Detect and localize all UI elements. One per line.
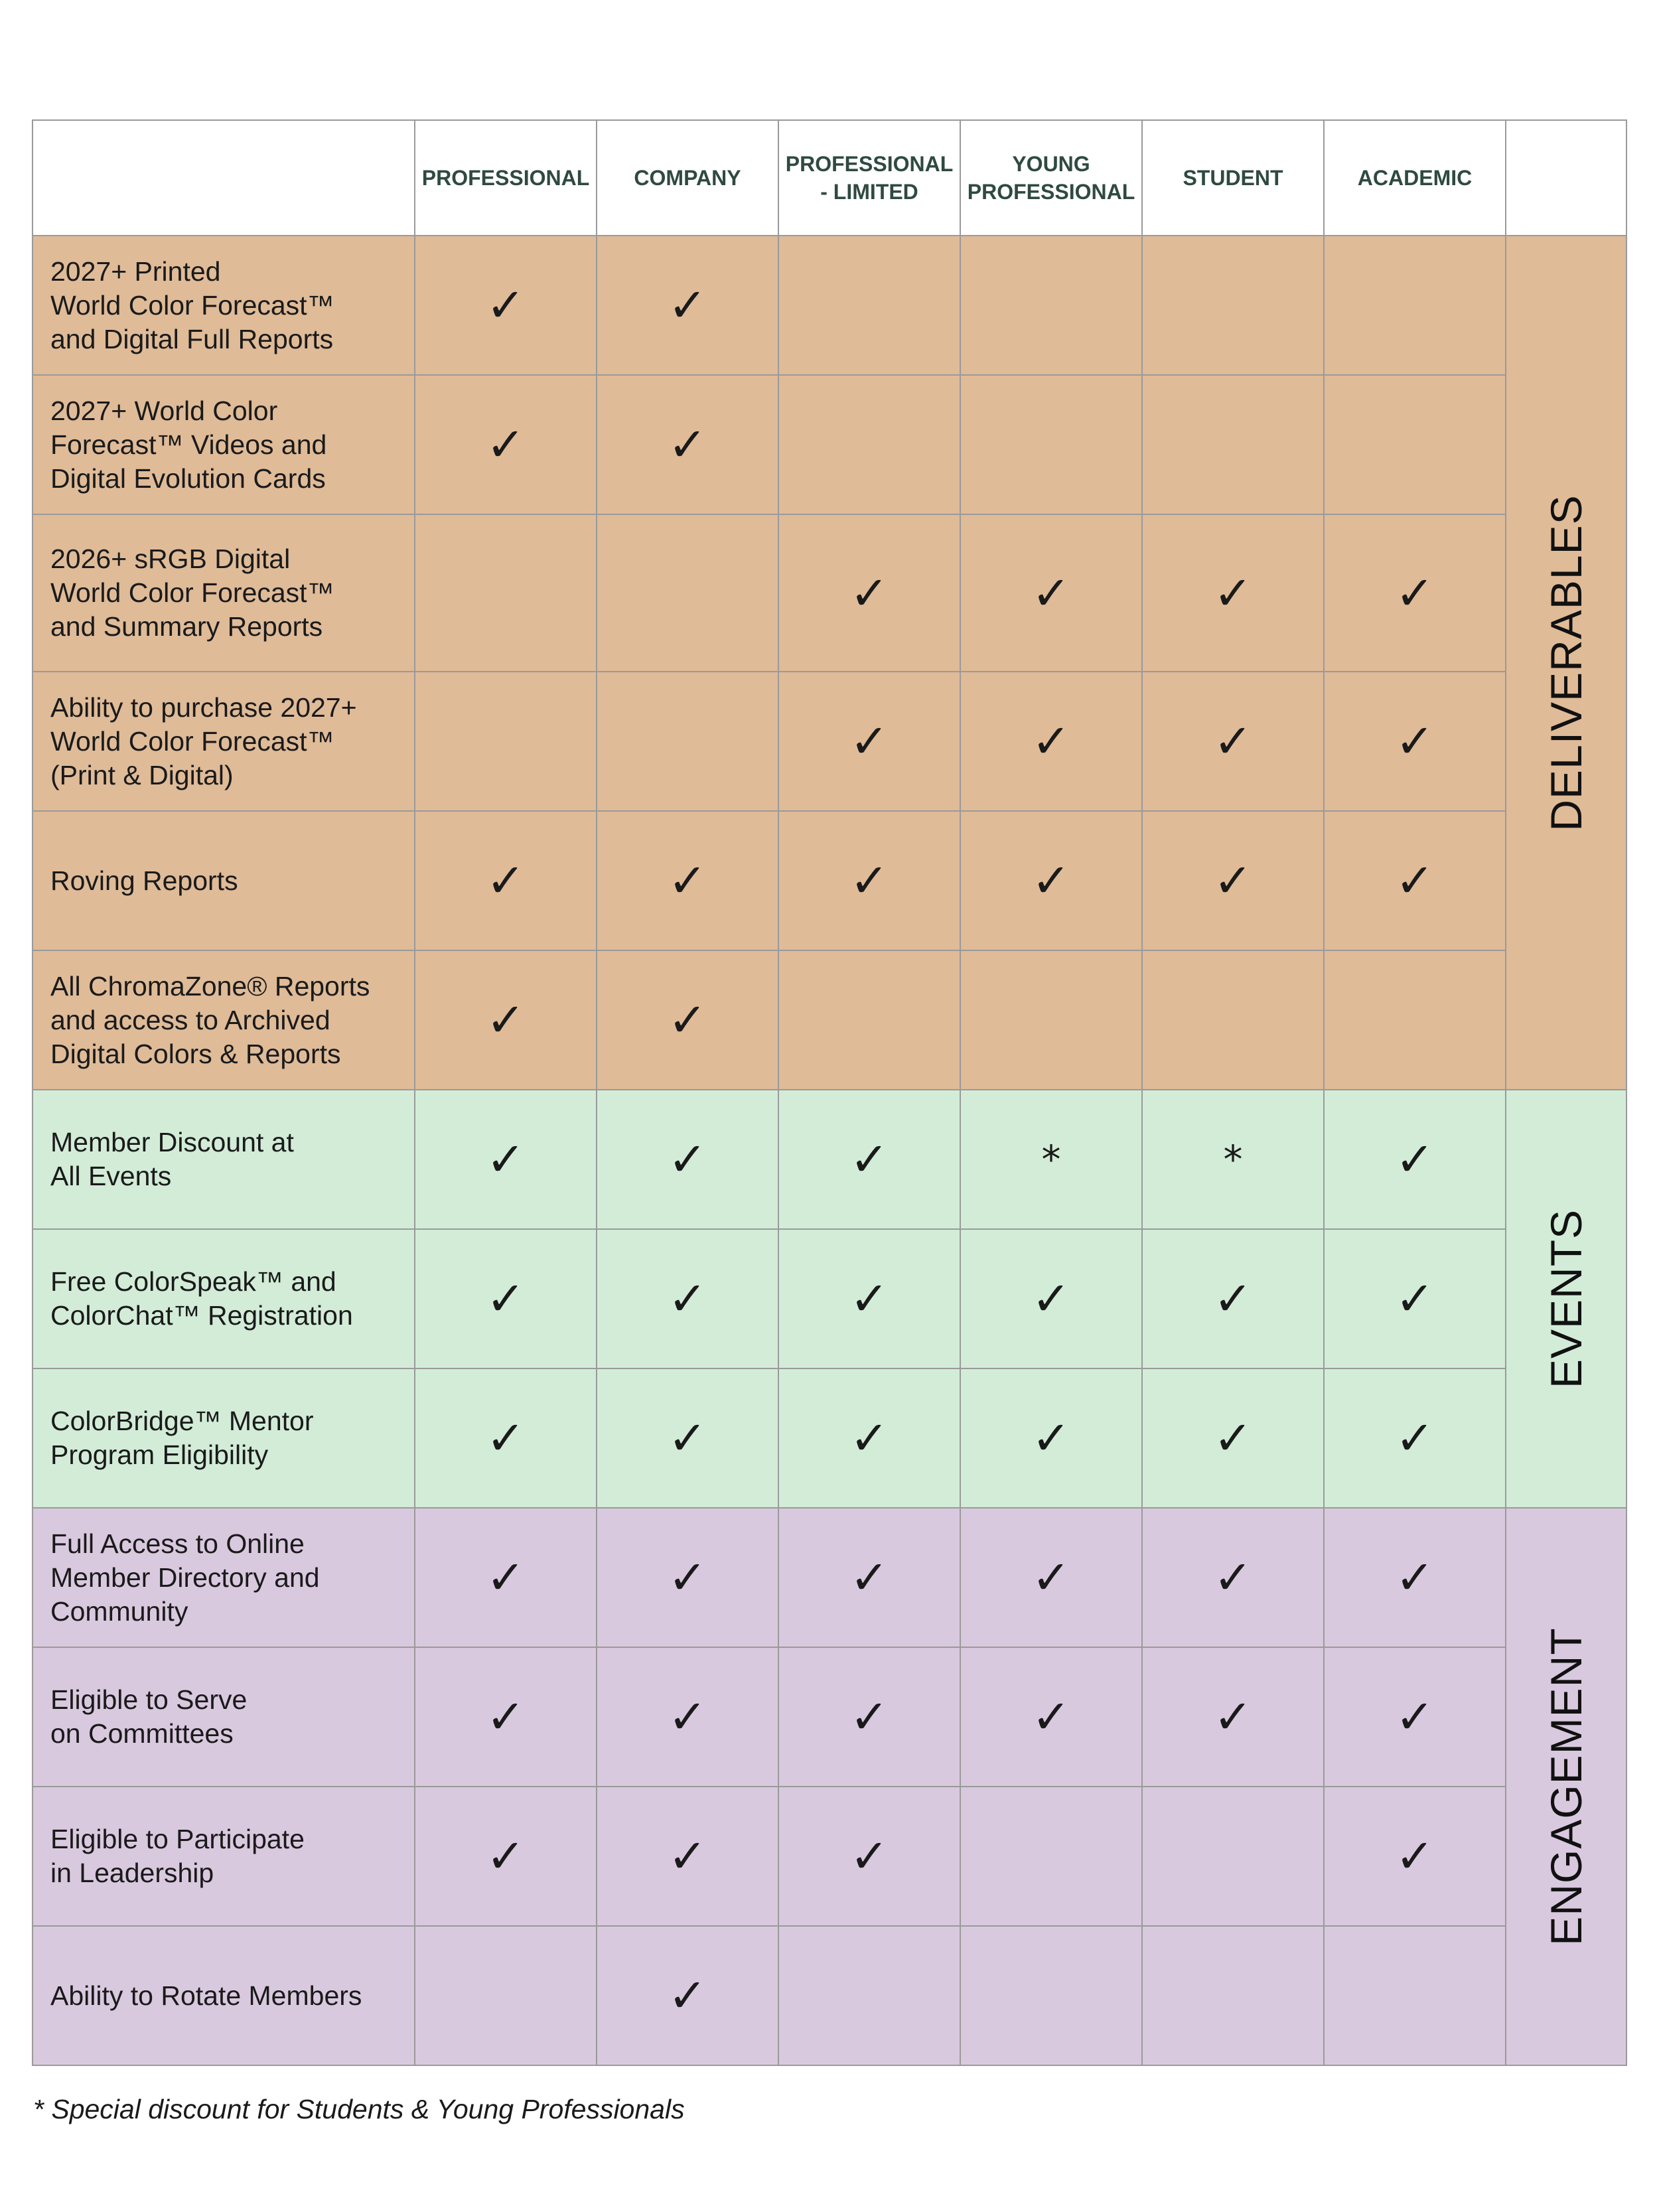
checkmark-icon: ✓: [1324, 514, 1506, 672]
section-label-deliv: [1506, 236, 1626, 1090]
col-header-student: STUDENT: [1142, 120, 1324, 236]
feature-label: [33, 514, 415, 672]
feature-label-line: on Committees: [50, 1718, 234, 1749]
checkmark-icon: ✓: [415, 1508, 597, 1647]
checkmark-icon: ✓: [597, 811, 778, 950]
checkmark-icon: ✓: [415, 950, 597, 1090]
empty-cell: [960, 236, 1142, 375]
checkmark-icon: ✓: [597, 1926, 778, 2065]
checkmark-icon: ✓: [1324, 1787, 1506, 1926]
section-label-text: DELIVERABLES: [1542, 494, 1591, 832]
table-row: [33, 1926, 1626, 2065]
feature-label-line: ColorChat™ Registration: [50, 1300, 353, 1331]
feature-label-line: Free ColorSpeak™ and: [50, 1266, 336, 1297]
empty-cell: [960, 375, 1142, 514]
feature-label-line: 2027+ World Color: [50, 395, 278, 426]
feature-label-line: Digital Evolution Cards: [50, 463, 326, 494]
checkmark-icon: ✓: [960, 1368, 1142, 1508]
empty-cell: [960, 1787, 1142, 1926]
feature-label-line: and Digital Full Reports: [50, 323, 334, 354]
checkmark-icon: ✓: [1324, 1508, 1506, 1647]
checkmark-icon: ✓: [1324, 1090, 1506, 1229]
feature-label: [33, 811, 415, 950]
feature-label: [33, 1229, 415, 1368]
feature-label-line: ColorBridge™ Mentor: [50, 1406, 314, 1436]
asterisk-icon: *: [960, 1090, 1142, 1229]
checkmark-icon: ✓: [1142, 514, 1324, 672]
checkmark-icon: ✓: [778, 672, 960, 811]
feature-label: [33, 672, 415, 811]
feature-label-line: Ability to Rotate Members: [50, 1980, 362, 2011]
feature-label-line: Eligible to Serve: [50, 1684, 248, 1715]
feature-label-line: in Leadership: [50, 1858, 214, 1888]
checkmark-icon: ✓: [1324, 1368, 1506, 1508]
checkmark-icon: ✓: [415, 375, 597, 514]
feature-label-line: Digital Colors & Reports: [50, 1038, 341, 1069]
checkmark-icon: ✓: [778, 1787, 960, 1926]
feature-label-line: (Print & Digital): [50, 759, 234, 790]
asterisk-icon: *: [1142, 1090, 1324, 1229]
header-section-cell: [1506, 120, 1626, 236]
feature-label-line: 2027+ Printed: [50, 256, 221, 287]
checkmark-icon: ✓: [778, 514, 960, 672]
col-header-professional: PROFESSIONAL: [415, 120, 597, 236]
checkmark-icon: ✓: [415, 1368, 597, 1508]
empty-cell: [415, 1926, 597, 2065]
section-label-engage: [1506, 1508, 1626, 2065]
checkmark-icon: ✓: [597, 1647, 778, 1787]
feature-label: [33, 1926, 415, 2065]
footnote: * Special discount for Students & Young Professionals: [33, 2094, 685, 2124]
checkmark-icon: ✓: [597, 1787, 778, 1926]
checkmark-icon: ✓: [778, 811, 960, 950]
empty-cell: [778, 950, 960, 1090]
checkmark-icon: ✓: [778, 1647, 960, 1787]
checkmark-icon: ✓: [960, 1508, 1142, 1647]
checkmark-icon: ✓: [778, 1090, 960, 1229]
checkmark-icon: ✓: [597, 1508, 778, 1647]
empty-cell: [1324, 1926, 1506, 2065]
empty-cell: [960, 1926, 1142, 2065]
empty-cell: [1324, 950, 1506, 1090]
table-row: [33, 1508, 1626, 1647]
feature-label-line: World Color Forecast™: [50, 725, 334, 757]
col-header-academic: ACADEMIC: [1324, 120, 1506, 236]
feature-label-line: Roving Reports: [50, 865, 238, 896]
feature-label-line: World Color Forecast™: [50, 289, 334, 321]
feature-label: [33, 1787, 415, 1926]
empty-cell: [778, 236, 960, 375]
feature-label: [33, 236, 415, 375]
checkmark-icon: ✓: [1142, 672, 1324, 811]
checkmark-icon: ✓: [1324, 811, 1506, 950]
empty-cell: [415, 514, 597, 672]
checkmark-icon: ✓: [597, 375, 778, 514]
checkmark-icon: ✓: [415, 1787, 597, 1926]
checkmark-icon: ✓: [778, 1229, 960, 1368]
checkmark-icon: ✓: [960, 1647, 1142, 1787]
checkmark-icon: ✓: [778, 1508, 960, 1647]
table-row: [33, 950, 1626, 1090]
table-row: [33, 672, 1626, 811]
feature-label-line: 2026+ sRGB Digital: [50, 544, 291, 574]
empty-cell: [597, 514, 778, 672]
feature-label-line: All ChromaZone® Reports: [50, 970, 370, 1001]
section-label-events: [1506, 1090, 1626, 1508]
checkmark-icon: ✓: [415, 1229, 597, 1368]
checkmark-icon: ✓: [597, 1090, 778, 1229]
checkmark-icon: ✓: [1142, 811, 1324, 950]
table-row: [33, 514, 1626, 672]
table-row: [33, 1090, 1626, 1229]
empty-cell: [1142, 375, 1324, 514]
checkmark-icon: ✓: [415, 236, 597, 375]
empty-cell: [1324, 236, 1506, 375]
empty-cell: [960, 950, 1142, 1090]
checkmark-icon: ✓: [1142, 1647, 1324, 1787]
table-row: [33, 1229, 1626, 1368]
checkmark-icon: ✓: [1142, 1368, 1324, 1508]
feature-label: [33, 1368, 415, 1508]
table-row: [33, 1368, 1626, 1508]
section-label-text: EVENTS: [1542, 1209, 1591, 1389]
membership-benefits-table: [32, 119, 1626, 2079]
empty-cell: [1142, 236, 1324, 375]
col-header-young-professional: YOUNG PROFESSIONAL: [960, 120, 1142, 236]
checkmark-icon: ✓: [1324, 1647, 1506, 1787]
checkmark-icon: ✓: [415, 1090, 597, 1229]
checkmark-icon: ✓: [597, 236, 778, 375]
checkmark-icon: ✓: [415, 811, 597, 950]
empty-cell: [1324, 375, 1506, 514]
checkmark-icon: ✓: [960, 811, 1142, 950]
feature-label-line: Forecast™ Videos and: [50, 429, 327, 460]
table-row: [33, 1787, 1626, 1926]
feature-label: [33, 1508, 415, 1647]
checkmark-icon: ✓: [1142, 1229, 1324, 1368]
feature-label: [33, 950, 415, 1090]
table-row: [33, 811, 1626, 950]
empty-cell: [1142, 1787, 1324, 1926]
table-row: [33, 375, 1626, 514]
feature-label-line: Full Access to Online: [50, 1528, 305, 1559]
feature-label: [33, 1090, 415, 1229]
feature-label-line: and Summary Reports: [50, 611, 323, 642]
feature-label: [33, 1647, 415, 1787]
checkmark-icon: ✓: [960, 514, 1142, 672]
feature-label-line: and access to Archived: [50, 1004, 330, 1035]
checkmark-icon: ✓: [415, 1647, 597, 1787]
checkmark-icon: ✓: [960, 1229, 1142, 1368]
empty-cell: [415, 672, 597, 811]
feature-label-line: All Events: [50, 1161, 172, 1191]
feature-label-line: Member Discount at: [50, 1127, 294, 1157]
feature-label-line: Ability to purchase 2027+: [50, 692, 357, 723]
checkmark-icon: ✓: [1324, 1229, 1506, 1368]
section-label-text: ENGAGEMENT: [1542, 1627, 1591, 1946]
checkmark-icon: ✓: [1142, 1508, 1324, 1647]
checkmark-icon: ✓: [597, 950, 778, 1090]
table-row: [33, 236, 1626, 375]
empty-cell: [1142, 950, 1324, 1090]
col-header-professional-limited: PROFESSIONAL - LIMITED: [778, 120, 960, 236]
empty-cell: [778, 375, 960, 514]
feature-label: [33, 375, 415, 514]
checkmark-icon: ✓: [597, 1368, 778, 1508]
feature-label-line: World Color Forecast™: [50, 577, 334, 608]
header-blank-cell: [33, 120, 415, 236]
feature-label-line: Program Eligibility: [50, 1439, 269, 1470]
feature-label-line: Community: [50, 1595, 188, 1627]
empty-cell: [778, 1926, 960, 2065]
checkmark-icon: ✓: [960, 672, 1142, 811]
empty-cell: [1142, 1926, 1324, 2065]
checkmark-icon: ✓: [1324, 672, 1506, 811]
checkmark-icon: ✓: [778, 1368, 960, 1508]
header-row: [33, 120, 1626, 236]
feature-label-line: Eligible to Participate: [50, 1824, 305, 1854]
checkmark-icon: ✓: [597, 1229, 778, 1368]
table-row: [33, 1647, 1626, 1787]
col-header-company: COMPANY: [597, 120, 778, 236]
feature-label-line: Member Directory and: [50, 1562, 320, 1593]
empty-cell: [597, 672, 778, 811]
